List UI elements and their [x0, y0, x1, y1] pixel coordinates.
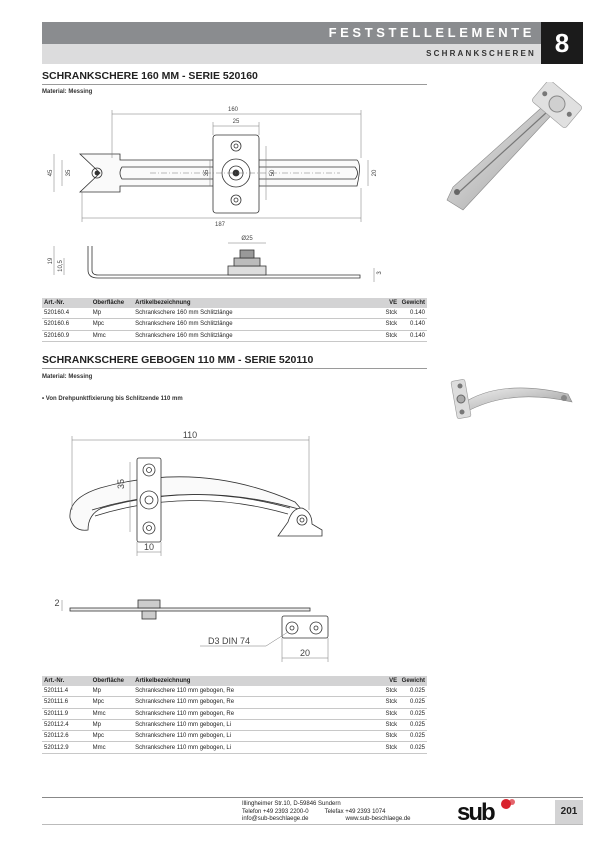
cell-oberflaeche: Mp: [91, 719, 133, 730]
table-header-row: [42, 676, 427, 686]
cell-art-nr: 520160.9: [42, 330, 91, 341]
section1-table: [42, 298, 427, 342]
cell-gewicht: 0.025: [397, 708, 427, 719]
dim-25: 25: [232, 119, 240, 125]
dim-35: 35: [66, 169, 72, 177]
cell-bezeichnung: Schrankschere 110 mm gebogen, Re: [133, 708, 359, 719]
footer-address-block: [242, 801, 411, 824]
col-artikelbezeichnung: Artikelbezeichnung: [133, 676, 359, 686]
cell-ve: Stck: [359, 708, 398, 719]
cell-art-nr: 520112.4: [42, 719, 91, 730]
cell-ve: Stck: [359, 719, 398, 730]
table-row: [42, 308, 427, 319]
cell-bezeichnung: Schrankschere 110 mm gebogen, Li: [133, 731, 359, 742]
dim-187: 187: [214, 222, 226, 228]
cell-bezeichnung: Schrankschere 160 mm Schlitzlänge: [133, 319, 358, 330]
footer-web[interactable]: www.sub-beschlaege.de: [345, 816, 411, 822]
section2-title: SCHRANKSCHERE GEBOGEN 110 MM - SERIE 520110: [42, 354, 314, 366]
section1-material: Material: Messing: [42, 89, 93, 95]
table-row: [42, 742, 427, 753]
col-artikelbezeichnung: Artikelbezeichnung: [133, 298, 358, 308]
dim-d25: Ø25: [241, 236, 253, 242]
col-ve: VE: [359, 298, 398, 308]
cell-ve: Stck: [359, 742, 398, 753]
section2-drawing: [40, 420, 360, 670]
cell-art-nr: 520112.6: [42, 731, 91, 742]
cell-art-nr: 520160.4: [42, 308, 91, 319]
footer-bottom-rule: [42, 824, 583, 825]
cell-oberflaeche: Mp: [91, 686, 133, 697]
table-row: [42, 686, 427, 697]
footer-phone: Telefon +49 2393 2200-0: [242, 808, 309, 815]
cell-oberflaeche: Mp: [91, 308, 133, 319]
cell-gewicht: 0.025: [397, 697, 427, 708]
cell-art-nr: 520112.9: [42, 742, 91, 753]
section1-title: SCHRANKSCHERE 160 MM - SERIE 520160: [42, 70, 258, 82]
col-gewicht: Gewicht: [397, 676, 427, 686]
table-row: [42, 697, 427, 708]
cell-oberflaeche: Mmc: [91, 330, 133, 341]
col-art-nr: Art.-Nr.: [42, 298, 91, 308]
section2-bullet: • Von Drehpunktfixierung bis Schlitzende 110 mm: [42, 396, 183, 402]
chapter-number: 8: [541, 22, 583, 64]
dim-20: 20: [372, 169, 378, 177]
logo-dot-small: [509, 799, 515, 805]
cell-gewicht: 0.140: [397, 308, 427, 319]
page-number: 201: [555, 800, 583, 824]
col-gewicht: Gewicht: [397, 298, 427, 308]
cell-bezeichnung: Schrankschere 110 mm gebogen, Re: [133, 686, 359, 697]
cell-bezeichnung: Schrankschere 110 mm gebogen, Re: [133, 697, 359, 708]
dim-160: 160: [227, 107, 239, 113]
cell-bezeichnung: Schrankschere 110 mm gebogen, Li: [133, 742, 359, 753]
logo-wordmark: sub: [457, 799, 494, 824]
col-oberflaeche: Oberfläche: [91, 676, 133, 686]
dim-50: 50: [270, 169, 276, 177]
cell-ve: Stck: [359, 686, 398, 697]
table-row: [42, 719, 427, 730]
cell-oberflaeche: Mmc: [91, 742, 133, 753]
cell-ve: Stck: [359, 330, 398, 341]
cell-ve: Stck: [359, 697, 398, 708]
col-ve: VE: [359, 676, 398, 686]
dim-19: 19: [48, 257, 54, 265]
dim-35-curved: 35: [116, 478, 126, 490]
section2-rule: [42, 368, 427, 369]
cell-gewicht: 0.025: [397, 719, 427, 730]
footer-fax: Telefax +49 2393 1074: [324, 808, 386, 815]
cell-art-nr: 520111.9: [42, 708, 91, 719]
section2-material: Material: Messing: [42, 374, 93, 380]
table-row: [42, 708, 427, 719]
cell-art-nr: 520160.6: [42, 319, 91, 330]
table-row: [42, 330, 427, 341]
cell-ve: Stck: [359, 308, 398, 319]
dim-20-side: 20: [299, 648, 311, 658]
col-art-nr: Art.-Nr.: [42, 676, 91, 686]
cell-ve: Stck: [359, 731, 398, 742]
table-row: [42, 731, 427, 742]
section2-table: [42, 676, 427, 754]
cell-oberflaeche: Mpc: [91, 697, 133, 708]
section1-rule: [42, 84, 427, 85]
footer-address: Illingheimer Str.10, D-59846 Sundern: [242, 801, 341, 807]
cell-oberflaeche: Mpc: [91, 731, 133, 742]
cell-bezeichnung: Schrankschere 160 mm Schlitzlänge: [133, 330, 358, 341]
cell-gewicht: 0.025: [397, 731, 427, 742]
dim-2: 2: [54, 598, 60, 608]
dim-35b: 35: [204, 169, 210, 177]
product-photo-520110: [440, 370, 580, 425]
dim-10: 10: [143, 542, 155, 552]
dim-3: 3: [377, 271, 383, 275]
cell-art-nr: 520111.4: [42, 686, 91, 697]
cell-ve: Stck: [359, 319, 398, 330]
dim-45: 45: [48, 169, 54, 177]
cell-art-nr: 520111.6: [42, 697, 91, 708]
table-row: [42, 319, 427, 330]
section1-drawing: [40, 98, 440, 288]
col-oberflaeche: Oberfläche: [91, 298, 133, 308]
cell-bezeichnung: Schrankschere 110 mm gebogen, Li: [133, 719, 359, 730]
cell-gewicht: 0.025: [397, 686, 427, 697]
dim-110: 110: [182, 430, 198, 440]
table-header-row: [42, 298, 427, 308]
page-subcategory: SCHRANKSCHEREN: [426, 49, 536, 58]
footer-email[interactable]: info@sub-beschlaege.de: [242, 816, 309, 822]
cell-gewicht: 0.025: [397, 742, 427, 753]
cell-oberflaeche: Mpc: [91, 319, 133, 330]
cell-bezeichnung: Schrankschere 160 mm Schlitzlänge: [133, 308, 358, 319]
page-category-title: FESTSTELLELEMENTE: [328, 25, 535, 40]
product-photo-520160: [435, 82, 585, 222]
cell-gewicht: 0.140: [397, 330, 427, 341]
dim-10-5: 10,5: [58, 260, 64, 272]
din-label: D3 DIN 74: [208, 636, 251, 646]
sub-logo: [455, 798, 515, 824]
cell-oberflaeche: Mmc: [91, 708, 133, 719]
cell-gewicht: 0.140: [397, 319, 427, 330]
